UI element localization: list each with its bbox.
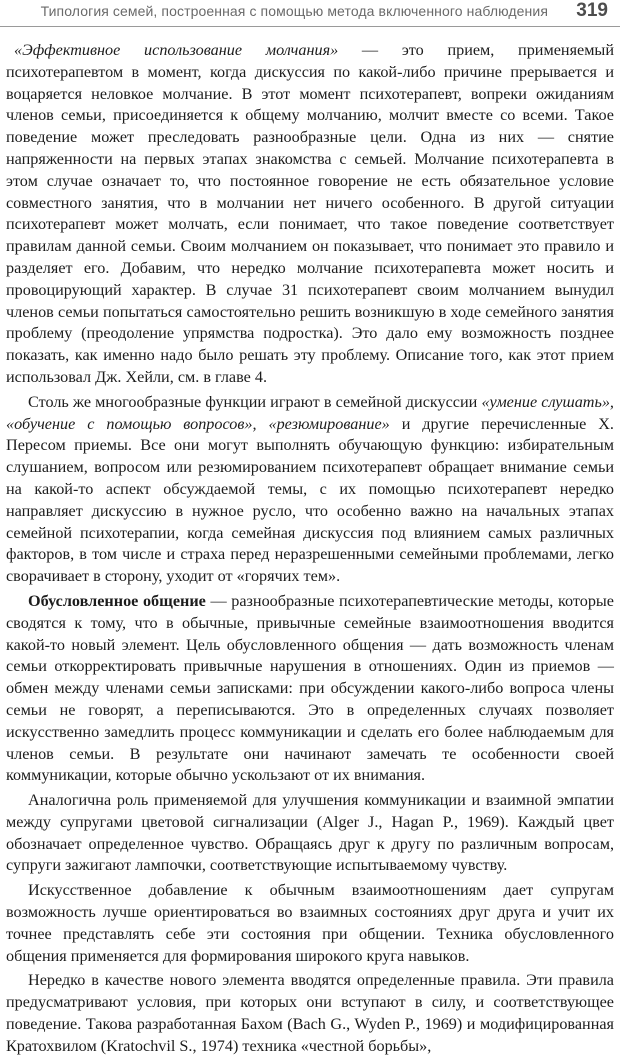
running-header-title: Типология семей, построенная с помощью метода включенного наблюдения	[40, 3, 548, 19]
paragraph-color-signaling: Аналогична роль применяемой для улучшения коммуникации и взаимной эмпатии между супругами цветовой сигнализации (Alger J., Hagan P., 1969). Каждый цвет обозначает определенное чувство. Обращаясь друг к другу по различным вопросам, супруги зажигают лампочки, соответствующие испытываемому чувству.	[6, 791, 614, 875]
page-body	[6, 40, 614, 1058]
paragraph-text: и другие перечисленные Х. Пересом приемы. Все они могут выполнять обучающую функцию: избирательным слушанием, вопросом или резюмированием психотерапевт обращает внимание семьи на какой-то аспект обсуждаемой темы, с их помощью психотерапевт нередко направляет дискуссию в нужное русло, что особенно важно на начальных этапах семейной психотерапии, когда семейная дискуссия под влиянием самых различных факторов, в том числе и страха перед неразрешенными семейными проблемами, легко сворачивает в сторону, уходит от «горячих тем».	[6, 414, 614, 586]
paragraph-listening-techniques	[6, 392, 614, 588]
paragraph-artificial-addition: Искусственное добавление к обычным взаимоотношениям дает супругам возможность лучше ориентироваться во взаимных состояниях друг друга и учит их точнее представлять себе эти состояния при общении. Техника обусловленного общения применяется для формирования широкого круга навыков.	[6, 881, 614, 965]
page-number: 319	[576, 0, 608, 21]
paragraph-text: — это прием, применяемый психотерапевтом в момент, когда дискуссия по какой-либо причине прерывается и воцаряется неловкое молчание. В этот момент психотерапевт, вопреки ожиданиям членов семьи, присоединяется к общему молчанию, молчит вместе со всеми. Такое поведение может преследовать разнообразные цели. Одна из них — снятие напряженности на первых этапах знакомства с семьей. Молчание психотерапевта в этом случае означает то, что постоянное говорение не есть обязательное условие совместного занятия, что в молчании нет ничего особенного. В другой ситуации психотерапевт может молчать, если понимает, что такое поведение соответствует правилам данной семьи. Своим молчанием он показывает, что понимает это правило и разделяет его. Добавим, что нередко молчание психотерапевта может носить и провоцирующий характер. В случае 31 психотерапевт своим молчанием вынудил членов семьи попытаться самостоятельно решить возникшую в ходе семейного занятия проблему (преодоление упрямства подростка). Это дало ему возможность позднее показать, как именно надо было решать эту проблему. Описание того, как этот прием использовал Дж. Хейли, см. в главе 4.	[6, 41, 614, 386]
paragraph-text: Столь же многообразные функции играют в семейной дискуссии	[28, 392, 482, 411]
paragraph-text: — разнообразные психотерапевтические методы, которые сводятся к тому, что в обычные, привычные семейные взаимоотношения вводится какой-то новый элемент. Цель обусловленного общения — дать возможность членам семьи откорректировать привычные нарушения в отношениях. Один из приемов — обмен между членами семьи записками: при обсуждении какого-либо вопроса члены семьи не говорят, а переписываются. Это в определенных случаях позволяет искусственно замедлить процесс коммуникации и сделать его более наблюдаемым для членов семьи. В результате они начинают замечать те особенности своей коммуникации, которые обычно ускользают от их внимания.	[6, 591, 614, 785]
paragraph-conditioned-communication	[6, 591, 614, 787]
term-effective-silence: «Эффективное использование молчания»	[14, 41, 339, 59]
term-listening-techniques: «умение слушать», «обучение с помощью вопросов», «резюмирование»	[6, 392, 614, 433]
running-header	[0, 0, 620, 27]
paragraph-effective-silence	[6, 40, 614, 389]
term-conditioned-communication: Обусловленное общение	[28, 591, 206, 610]
paragraph-rules: Нередко в качестве нового элемента вводятся определенные правила. Эти правила предусматривают условия, при которых они вступают в силу, и соответствующее поведение. Такова разработанная Бахом (Bach G., Wyden P., 1969) и модифицированная Кратохвилом (Kratochvil S., 1974) техника «честной борьбы»,	[6, 971, 614, 1055]
